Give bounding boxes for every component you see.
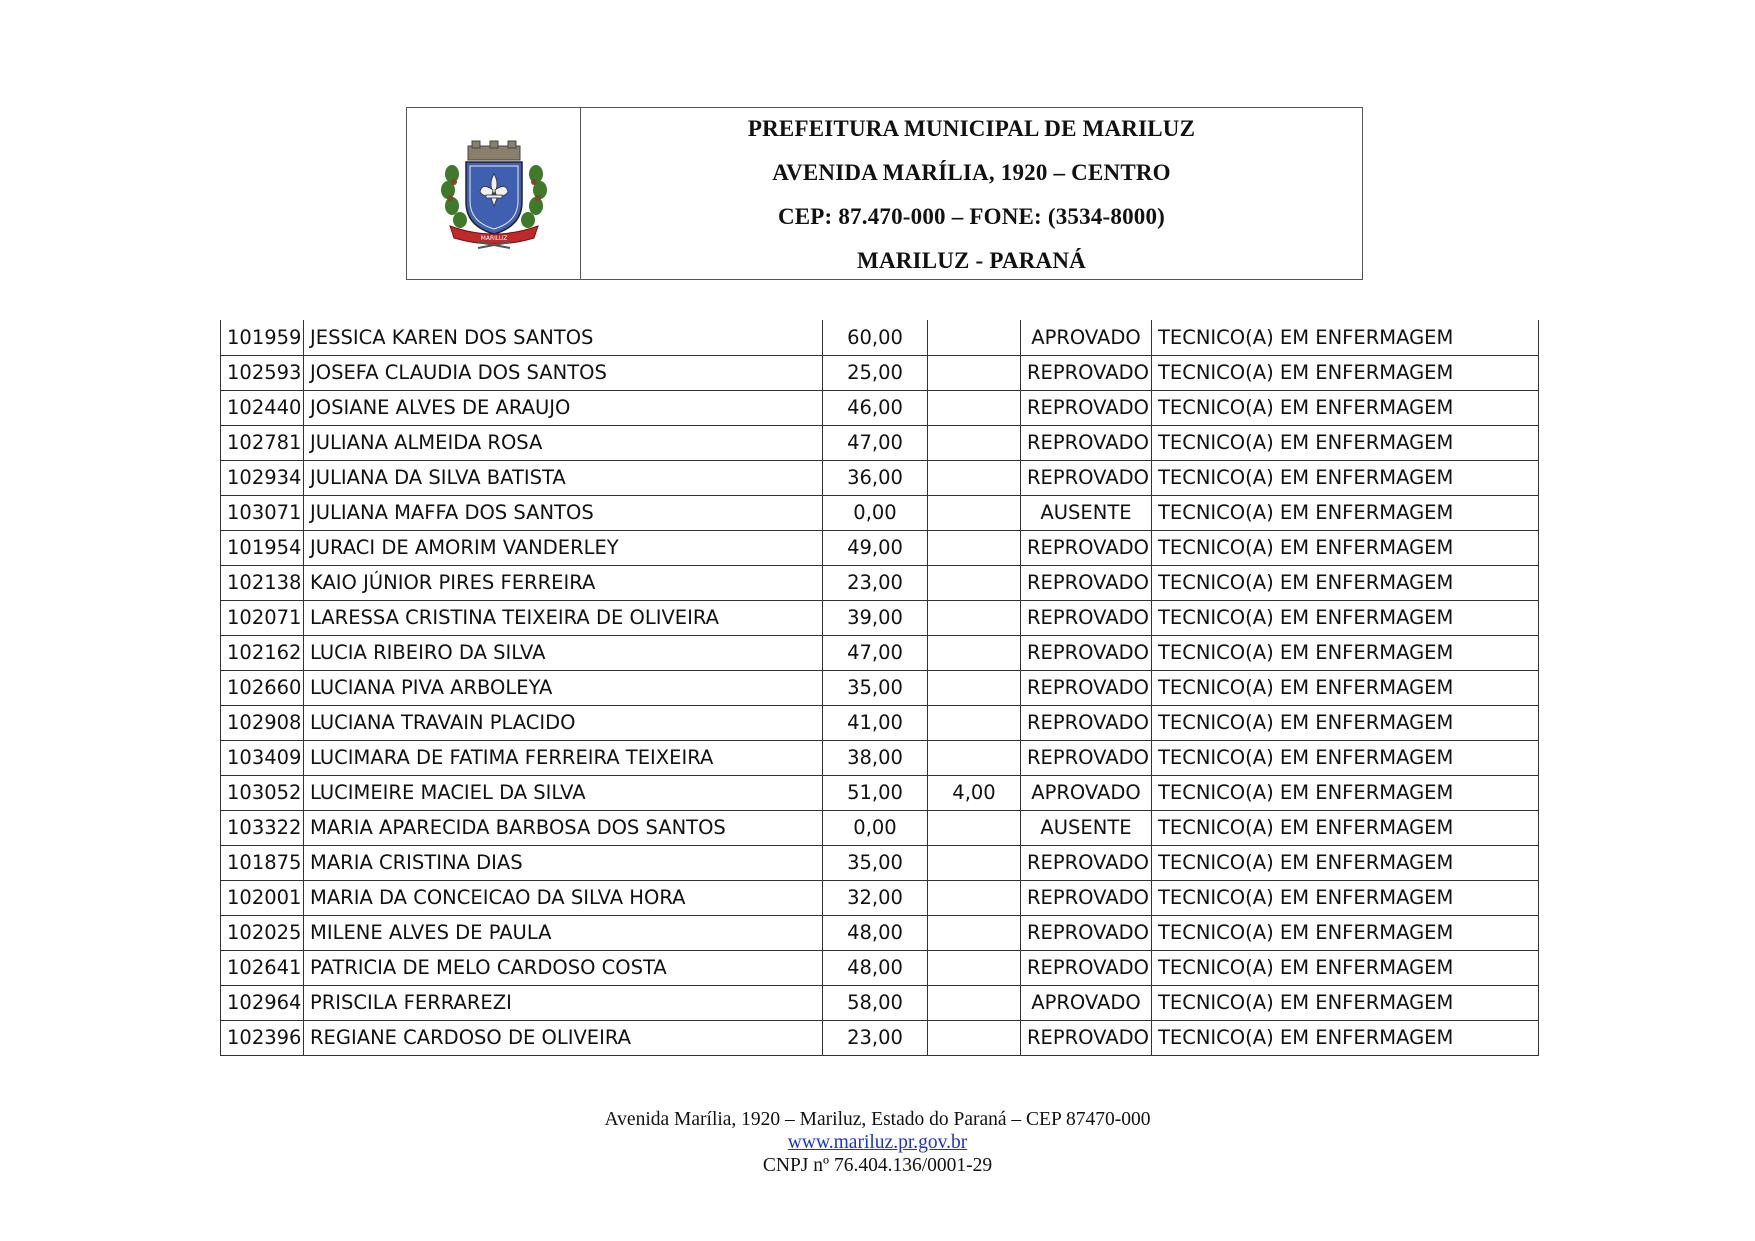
- score-cell: 58,00: [823, 985, 928, 1020]
- candidate-id-cell: 101954: [221, 530, 304, 565]
- status-cell: REPROVADO: [1021, 1020, 1152, 1055]
- bonus-score-cell: [928, 950, 1021, 985]
- candidate-name-cell: JULIANA MAFFA DOS SANTOS: [304, 495, 823, 530]
- score-cell: 46,00: [823, 390, 928, 425]
- status-cell: APROVADO: [1021, 985, 1152, 1020]
- position-cell: TECNICO(A) EM ENFERMAGEM: [1152, 635, 1539, 670]
- status-cell: REPROVADO: [1021, 705, 1152, 740]
- position-cell: TECNICO(A) EM ENFERMAGEM: [1152, 775, 1539, 810]
- footer-website-link[interactable]: www.mariluz.pr.gov.br: [787, 1132, 968, 1153]
- status-cell: REPROVADO: [1021, 530, 1152, 565]
- position-cell: TECNICO(A) EM ENFERMAGEM: [1152, 530, 1539, 565]
- table-row: [221, 425, 1539, 460]
- candidate-name-cell: MARIA APARECIDA BARBOSA DOS SANTOS: [304, 810, 823, 845]
- bonus-score-cell: [928, 355, 1021, 390]
- score-cell: 25,00: [823, 355, 928, 390]
- crest-cell: [407, 108, 581, 279]
- score-cell: 35,00: [823, 670, 928, 705]
- candidate-name-cell: MARIA DA CONCEICAO DA SILVA HORA: [304, 880, 823, 915]
- status-cell: APROVADO: [1021, 320, 1152, 355]
- score-cell: 0,00: [823, 495, 928, 530]
- table-row: [221, 390, 1539, 425]
- results-table: [220, 320, 1539, 1056]
- candidate-name-cell: JOSEFA CLAUDIA DOS SANTOS: [304, 355, 823, 390]
- candidate-name-cell: REGIANE CARDOSO DE OLIVEIRA: [304, 1020, 823, 1055]
- position-cell: TECNICO(A) EM ENFERMAGEM: [1152, 495, 1539, 530]
- bonus-score-cell: [928, 460, 1021, 495]
- candidate-id-cell: 101875: [221, 845, 304, 880]
- table-row: [221, 530, 1539, 565]
- status-cell: REPROVADO: [1021, 355, 1152, 390]
- table-row: [221, 810, 1539, 845]
- crest-banner-text: MARILUZ: [480, 234, 507, 242]
- municipality-title: PREFEITURA MUNICIPAL DE MARILUZ: [747, 115, 1196, 141]
- score-cell: 23,00: [823, 1020, 928, 1055]
- table-row: [221, 775, 1539, 810]
- score-cell: 39,00: [823, 600, 928, 635]
- letterhead: [406, 107, 1363, 280]
- score-cell: 49,00: [823, 530, 928, 565]
- table-row: [221, 985, 1539, 1020]
- candidate-name-cell: LARESSA CRISTINA TEIXEIRA DE OLIVEIRA: [304, 600, 823, 635]
- candidate-id-cell: 103409: [221, 740, 304, 775]
- bonus-score-cell: [928, 565, 1021, 600]
- table-row: [221, 705, 1539, 740]
- score-cell: 0,00: [823, 810, 928, 845]
- score-cell: 47,00: [823, 635, 928, 670]
- position-cell: TECNICO(A) EM ENFERMAGEM: [1152, 915, 1539, 950]
- bonus-score-cell: [928, 495, 1021, 530]
- candidate-name-cell: JURACI DE AMORIM VANDERLEY: [304, 530, 823, 565]
- status-cell: REPROVADO: [1021, 740, 1152, 775]
- bonus-score-cell: [928, 705, 1021, 740]
- status-cell: REPROVADO: [1021, 425, 1152, 460]
- page-footer: [0, 1108, 1755, 1177]
- candidate-name-cell: JESSICA KAREN DOS SANTOS: [304, 320, 823, 355]
- candidate-name-cell: PATRICIA DE MELO CARDOSO COSTA: [304, 950, 823, 985]
- position-cell: TECNICO(A) EM ENFERMAGEM: [1152, 425, 1539, 460]
- letterhead-text: [581, 108, 1362, 279]
- footer-cnpj: CNPJ nº 76.404.136/0001-29: [762, 1155, 993, 1176]
- bonus-score-cell: [928, 1020, 1021, 1055]
- candidate-id-cell: 102641: [221, 950, 304, 985]
- score-cell: 36,00: [823, 460, 928, 495]
- score-cell: 48,00: [823, 950, 928, 985]
- bonus-score-cell: [928, 390, 1021, 425]
- bonus-score-cell: [928, 845, 1021, 880]
- position-cell: TECNICO(A) EM ENFERMAGEM: [1152, 810, 1539, 845]
- score-cell: 32,00: [823, 880, 928, 915]
- score-cell: 51,00: [823, 775, 928, 810]
- table-row: [221, 600, 1539, 635]
- bonus-score-cell: [928, 530, 1021, 565]
- candidate-name-cell: LUCIMEIRE MACIEL DA SILVA: [304, 775, 823, 810]
- candidate-id-cell: 102162: [221, 635, 304, 670]
- position-cell: TECNICO(A) EM ENFERMAGEM: [1152, 355, 1539, 390]
- candidate-name-cell: PRISCILA FERRAREZI: [304, 985, 823, 1020]
- status-cell: REPROVADO: [1021, 635, 1152, 670]
- position-cell: TECNICO(A) EM ENFERMAGEM: [1152, 320, 1539, 355]
- table-row: [221, 635, 1539, 670]
- candidate-id-cell: 102593: [221, 355, 304, 390]
- score-cell: 41,00: [823, 705, 928, 740]
- status-cell: REPROVADO: [1021, 845, 1152, 880]
- candidate-id-cell: 102781: [221, 425, 304, 460]
- candidate-name-cell: JOSIANE ALVES DE ARAUJO: [304, 390, 823, 425]
- position-cell: TECNICO(A) EM ENFERMAGEM: [1152, 985, 1539, 1020]
- candidate-id-cell: 102001: [221, 880, 304, 915]
- bonus-score-cell: [928, 425, 1021, 460]
- score-cell: 48,00: [823, 915, 928, 950]
- status-cell: AUSENTE: [1021, 810, 1152, 845]
- municipal-coat-of-arms-icon: [438, 138, 550, 250]
- table-row: [221, 950, 1539, 985]
- bonus-score-cell: [928, 600, 1021, 635]
- candidate-name-cell: MARIA CRISTINA DIAS: [304, 845, 823, 880]
- candidate-id-cell: 102934: [221, 460, 304, 495]
- candidate-name-cell: MILENE ALVES DE PAULA: [304, 915, 823, 950]
- municipality-city-state: MARILUZ - PARANÁ: [857, 247, 1086, 273]
- candidate-name-cell: LUCIANA TRAVAIN PLACIDO: [304, 705, 823, 740]
- bonus-score-cell: 4,00: [928, 775, 1021, 810]
- status-cell: REPROVADO: [1021, 600, 1152, 635]
- bonus-score-cell: [928, 320, 1021, 355]
- footer-address: Avenida Marília, 1920 – Mariluz, Estado do Paraná – CEP 87470-000: [604, 1109, 1151, 1130]
- position-cell: TECNICO(A) EM ENFERMAGEM: [1152, 880, 1539, 915]
- candidate-id-cell: 103322: [221, 810, 304, 845]
- results-table-body: [221, 320, 1539, 1055]
- position-cell: TECNICO(A) EM ENFERMAGEM: [1152, 670, 1539, 705]
- bonus-score-cell: [928, 740, 1021, 775]
- score-cell: 38,00: [823, 740, 928, 775]
- status-cell: REPROVADO: [1021, 915, 1152, 950]
- position-cell: TECNICO(A) EM ENFERMAGEM: [1152, 565, 1539, 600]
- table-row: [221, 495, 1539, 530]
- table-row: [221, 740, 1539, 775]
- table-row: [221, 915, 1539, 950]
- status-cell: REPROVADO: [1021, 390, 1152, 425]
- bonus-score-cell: [928, 635, 1021, 670]
- candidate-id-cell: 102908: [221, 705, 304, 740]
- municipality-address: AVENIDA MARÍLIA, 1920 – CENTRO: [772, 159, 1171, 185]
- candidate-name-cell: JULIANA DA SILVA BATISTA: [304, 460, 823, 495]
- status-cell: AUSENTE: [1021, 495, 1152, 530]
- table-row: [221, 1020, 1539, 1055]
- candidate-name-cell: LUCIA RIBEIRO DA SILVA: [304, 635, 823, 670]
- table-row: [221, 355, 1539, 390]
- table-row: [221, 460, 1539, 495]
- score-cell: 60,00: [823, 320, 928, 355]
- candidate-id-cell: 101959: [221, 320, 304, 355]
- position-cell: TECNICO(A) EM ENFERMAGEM: [1152, 460, 1539, 495]
- candidate-name-cell: LUCIMARA DE FATIMA FERREIRA TEIXEIRA: [304, 740, 823, 775]
- bonus-score-cell: [928, 670, 1021, 705]
- candidate-id-cell: 102071: [221, 600, 304, 635]
- bonus-score-cell: [928, 985, 1021, 1020]
- status-cell: REPROVADO: [1021, 565, 1152, 600]
- status-cell: REPROVADO: [1021, 670, 1152, 705]
- candidate-id-cell: 102138: [221, 565, 304, 600]
- candidate-name-cell: LUCIANA PIVA ARBOLEYA: [304, 670, 823, 705]
- score-cell: 35,00: [823, 845, 928, 880]
- table-row: [221, 670, 1539, 705]
- candidate-name-cell: JULIANA ALMEIDA ROSA: [304, 425, 823, 460]
- candidate-id-cell: 102396: [221, 1020, 304, 1055]
- table-row: [221, 845, 1539, 880]
- position-cell: TECNICO(A) EM ENFERMAGEM: [1152, 950, 1539, 985]
- municipality-cep-phone: CEP: 87.470-000 – FONE: (3534-8000): [777, 203, 1166, 229]
- candidate-id-cell: 103071: [221, 495, 304, 530]
- bonus-score-cell: [928, 915, 1021, 950]
- position-cell: TECNICO(A) EM ENFERMAGEM: [1152, 845, 1539, 880]
- position-cell: TECNICO(A) EM ENFERMAGEM: [1152, 705, 1539, 740]
- status-cell: REPROVADO: [1021, 950, 1152, 985]
- bonus-score-cell: [928, 880, 1021, 915]
- table-row: [221, 565, 1539, 600]
- status-cell: REPROVADO: [1021, 460, 1152, 495]
- score-cell: 23,00: [823, 565, 928, 600]
- status-cell: APROVADO: [1021, 775, 1152, 810]
- candidate-name-cell: KAIO JÚNIOR PIRES FERREIRA: [304, 565, 823, 600]
- bonus-score-cell: [928, 810, 1021, 845]
- candidate-id-cell: 102660: [221, 670, 304, 705]
- table-row: [221, 880, 1539, 915]
- candidate-id-cell: 102440: [221, 390, 304, 425]
- position-cell: TECNICO(A) EM ENFERMAGEM: [1152, 1020, 1539, 1055]
- status-cell: REPROVADO: [1021, 880, 1152, 915]
- score-cell: 47,00: [823, 425, 928, 460]
- candidate-id-cell: 102964: [221, 985, 304, 1020]
- table-row: [221, 320, 1539, 355]
- candidate-id-cell: 102025: [221, 915, 304, 950]
- position-cell: TECNICO(A) EM ENFERMAGEM: [1152, 390, 1539, 425]
- candidate-id-cell: 103052: [221, 775, 304, 810]
- position-cell: TECNICO(A) EM ENFERMAGEM: [1152, 740, 1539, 775]
- position-cell: TECNICO(A) EM ENFERMAGEM: [1152, 600, 1539, 635]
